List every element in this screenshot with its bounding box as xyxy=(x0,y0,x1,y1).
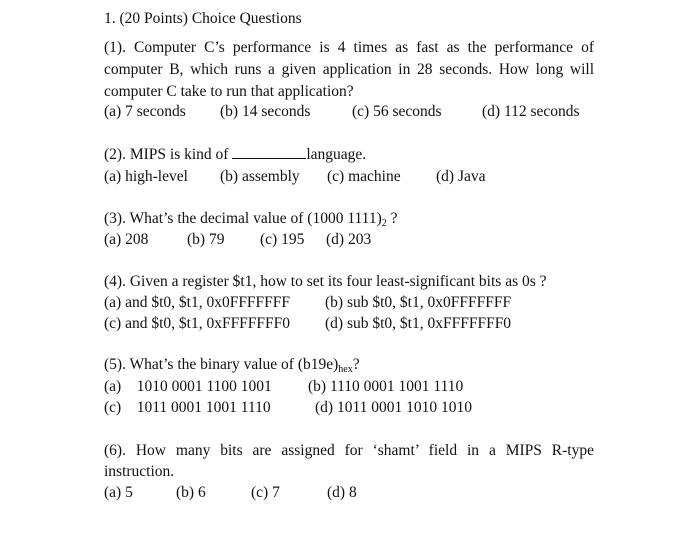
q6-option-a[interactable]: (a) 5 xyxy=(104,484,133,501)
q4-option-d[interactable]: (d) sub $t0, $t1, 0xFFFFFFF0 xyxy=(325,315,512,332)
q6-option-d[interactable]: (d) 8 xyxy=(327,484,357,501)
q1-option-d[interactable]: (d) 112 seconds xyxy=(482,103,580,120)
q3-option-d[interactable]: (d) 203 xyxy=(326,231,372,248)
q1-option-b[interactable]: (b) 14 seconds xyxy=(220,103,311,120)
q5-option-a[interactable]: (a) 1010 0001 1100 1001 xyxy=(104,378,272,395)
q6-option-c[interactable]: (c) 7 xyxy=(251,484,280,501)
q6-line-1: (6). How many bits are assigned for ‘shamt’ field in a MIPS R-type xyxy=(104,442,594,459)
q2-stem xyxy=(104,144,366,166)
q5-subscript: hex xyxy=(338,364,353,375)
q2-option-b[interactable]: (b) assembly xyxy=(220,168,300,185)
q2-suffix: language. xyxy=(306,146,367,163)
q4-option-b[interactable]: (b) sub $t0, $t1, 0x0FFFFFFF xyxy=(325,294,512,311)
q6-line-2: instruction. xyxy=(104,463,175,480)
q1-line-2: computer B, which runs a given application in 28 seconds. How long will xyxy=(104,61,594,78)
q1-line-1: (1). Computer C’s performance is 4 times as fast as the performance of xyxy=(104,39,594,56)
q1-option-c[interactable]: (c) 56 seconds xyxy=(352,103,442,120)
q3-option-c[interactable]: (c) 195 xyxy=(260,231,305,248)
q3-prefix: (3). What’s the decimal value of (1000 1111) xyxy=(104,210,382,227)
q2-option-d[interactable]: (d) Java xyxy=(436,168,486,185)
q1-option-a[interactable]: (a) 7 seconds xyxy=(104,103,186,120)
q4-option-c[interactable]: (c) and $t0, $t1, 0xFFFFFFF0 xyxy=(104,315,291,332)
q3-suffix: ? xyxy=(386,210,398,227)
q5-option-d[interactable]: (d) 1011 0001 1010 1010 xyxy=(315,399,472,416)
q5-suffix: ? xyxy=(352,356,360,373)
q5-option-b[interactable]: (b) 1110 0001 1001 1110 xyxy=(308,378,464,395)
q3-option-b[interactable]: (b) 79 xyxy=(187,231,225,248)
q3-option-a[interactable]: (a) 208 xyxy=(104,231,149,248)
q2-option-c[interactable]: (c) machine xyxy=(327,168,401,185)
q4-stem: (4). Given a register $t1, how to set its four least-significant bits as 0s ? xyxy=(104,273,547,290)
q4-option-a[interactable]: (a) and $t0, $t1, 0x0FFFFFFF xyxy=(104,294,291,311)
q1-line-3: computer C take to run that application? xyxy=(104,83,354,100)
q5-prefix: (5). What’s the binary value of (b19e) xyxy=(104,356,339,373)
section-title: 1. (20 Points) Choice Questions xyxy=(104,10,302,27)
q2-option-a[interactable]: (a) high-level xyxy=(104,168,188,185)
q2-answer-blank[interactable] xyxy=(232,144,306,159)
q3-subscript: 2 xyxy=(381,218,387,229)
q2-prefix: (2). MIPS is kind of xyxy=(104,146,229,163)
q6-option-b[interactable]: (b) 6 xyxy=(176,484,206,501)
q5-option-c[interactable]: (c) 1011 0001 1001 1110 xyxy=(104,399,271,416)
